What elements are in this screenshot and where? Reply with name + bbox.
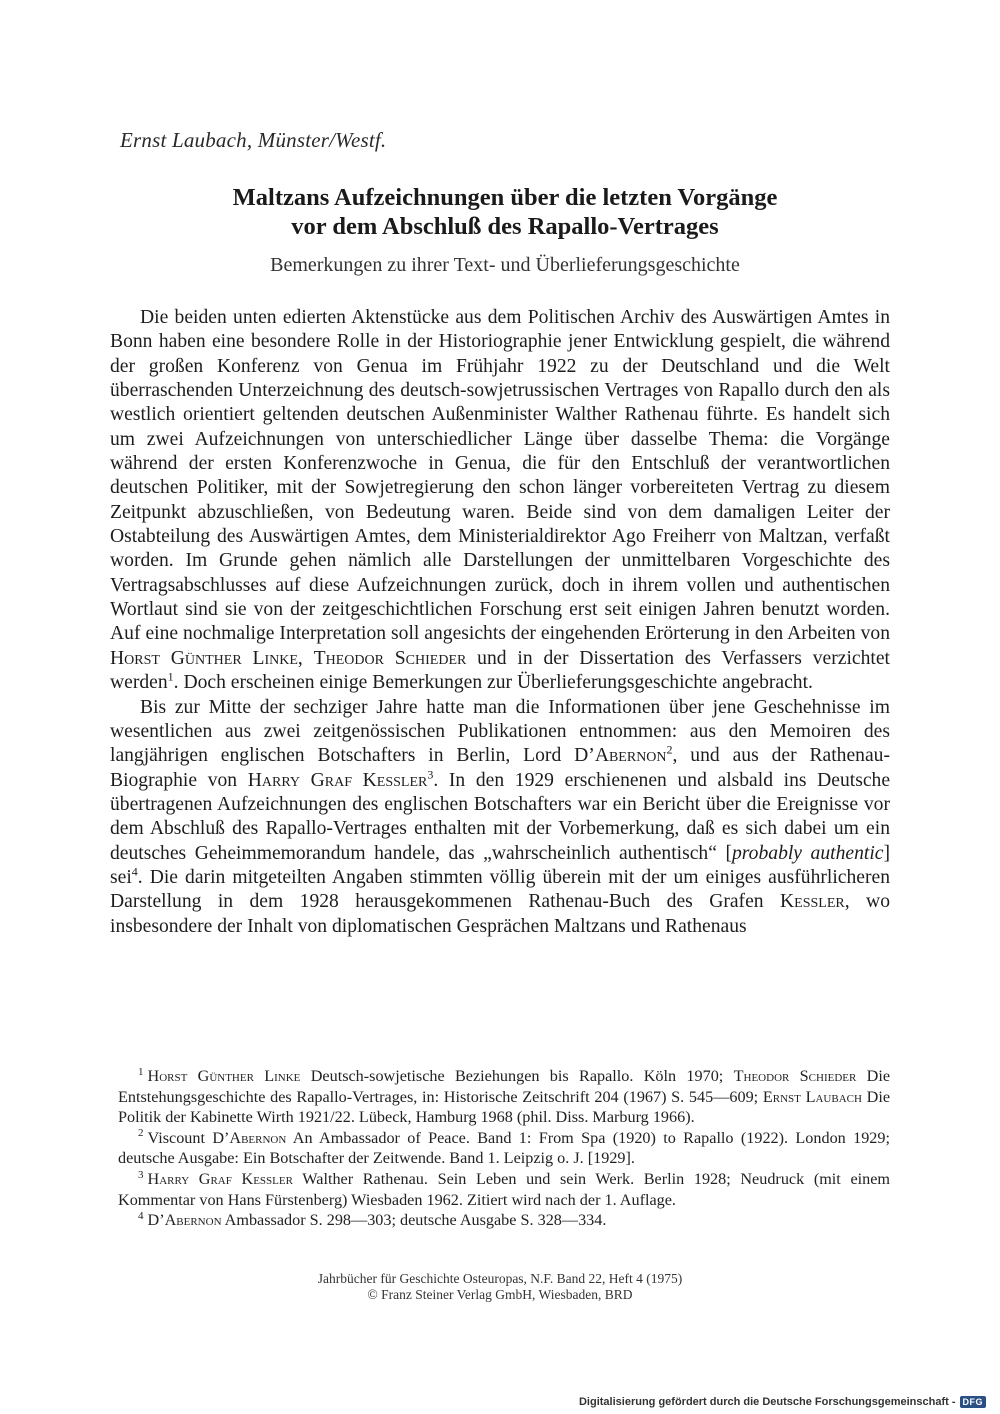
footnote-1: $^1$ Horst Günther Linke Deutsch-sowjetische Beziehungen bis Rapallo. Köln 1970; Theodor Schieder Die Entstehungsgeschichte des Rapallo-Vertrages, in: Historische Zeitschrift 204 (1967) S. 545—609; Ernst Laubach Die Politik der Kabinette Wirth 1921/22. Lübeck, Hamburg 1968 (phil. Diss. Marburg 1966). bbox=[118, 1065, 891, 1127]
footnotes bbox=[118, 1066, 890, 1231]
dfg-notice-text: Digitalisierung gefördert durch die Deutsche Forschungsgemeinschaft - bbox=[578, 1396, 956, 1408]
author-name-schieder: Theodor Schieder bbox=[313, 647, 467, 669]
dfg-logo-icon: DFG bbox=[960, 1396, 987, 1408]
footnote-ref-4: 4 bbox=[131, 864, 138, 879]
dfg-funding-notice bbox=[579, 1396, 986, 1408]
footnote-4: $^4$ D’Abernon Ambassador S. 298—303; deutsche Ausgabe S. 328—334. bbox=[138, 1209, 607, 1230]
footnote-ref-1: 1 bbox=[167, 669, 174, 684]
article-subtitle: Bemerkungen zu ihrer Text- und Überlieferungsgeschichte bbox=[270, 254, 740, 276]
italic-quote: probably authentic bbox=[731, 842, 884, 864]
paragraph-1: Die beiden unten edierten Aktenstücke aus dem Politischen Archiv des Auswärtigen Amtes in Bonn haben eine besondere Rolle in der Historiographie jener Entwicklung gespielt, die während der großen Konferenz von Genua im Frühjahr 1922 zu der Deutschland und die Welt überraschenden Unterzeichnung des deutsch-sowjetrussischen Vertrages von Rapallo durch den als westlich orientiert geltenden deutschen Außenminister Walther Rathenau führte. Es handelt sich um zwei Aufzeichnungen von unterschiedlicher Länge über dasselbe Thema: die Vorgänge während der ersten Konferenzwoche in Genua, die für den Entschluß der verantwortlichen deutschen Politiker, mit der Sowjetregierung den schon länger vorbereiteten Vertrag zu diesem Zeitpunkt abzuschließen, von Bedeutung waren. Beide sind von dem damaligen Leiter der Ostabteilung des Auswärtigen Amtes, dem Ministerialdirektor Ago Freiherr von Maltzan, verfaßt worden. Im Grunde gehen nämlich alle Darstellungen der unmittelbaren Vorgeschichte des Vertragsabschlusses auf diese Aufzeichnungen zurück, doch in ihrem vollen und authentischen Wortlaut sind sie von der zeitgeschichtlichen Forschung erst seit einigen Jahren benutzt worden. Auf eine nochmalige Interpretation soll angesichts der eingehenden Erörterung in den Arbeiten von Horst Günther Linke, Theodor Schieder und in der Dissertation des Verfassers verzichtet werden$^1$. Doch erscheinen einige Bemerkungen zur Überlieferungsgeschichte angebracht. bbox=[110, 307, 890, 694]
name-kessler-2: Kessler bbox=[780, 891, 845, 913]
footnote-ref-2: 2 bbox=[666, 742, 673, 757]
paragraph-2: Bis zur Mitte der sechziger Jahre hatte man die Informationen über jene Geschehnisse im wesentlichen aus zwei zeitgenössischen Publikationen entnommen: aus den Memoiren des langjährigen englischen Botschafters in Berlin, Lord D’Abernon$^2$, und aus der Rathenau-Biographie von Harry Graf Kessler$^3$. In den 1929 erschienenen und alsbald ins Deutsche übertragenen Aufzeichnungen des englischen Botschafters war ein Bericht über die Ereignisse vor dem Abschluß des Rapallo-Vertrages enthalten mit der Vorbemerkung, daß es sich dabei um ein deutsches Geheimmemorandum handele, das „wahrscheinlich authentisch“ [probably authentic] sei$^4$. Die darin mitgeteilten Angaben stimmten völlig überein mit der um einiges ausführlicheren Darstellung in dem 1928 herausgekommenen Rathenau-Buch des Grafen Kessler, wo insbesondere der Inhalt von diplomatischen Gesprächen Maltzans und Rathenaus bbox=[110, 696, 891, 937]
footnote-ref-3: 3 bbox=[427, 767, 434, 781]
publisher-footer-line: © Franz Steiner Verlag GmbH, Wiesbaden, BRD bbox=[367, 1287, 633, 1302]
author-name-linke: Horst Günther Linke bbox=[110, 647, 298, 669]
article-title-line-2: vor dem Abschluß des Rapallo-Vertrages bbox=[291, 213, 719, 240]
journal-footer-line: Jahrbücher für Geschichte Osteuropas, N.F. Band 22, Heft 4 (1975) bbox=[317, 1271, 683, 1286]
footnote-2: $^2$ Viscount D’Abernon An Ambassador of Peace. Band 1: From Spa (1920) to Rapallo (1922). London 1929; deutsche Ausgabe: Ein Botschafter der Zeitwende. Band 1. Leipzig o. J. [1929]. bbox=[118, 1127, 890, 1168]
name-abernon: Abernon bbox=[594, 745, 667, 767]
article-title-line-1: Maltzans Aufzeichnungen über die letzten Vorgänge bbox=[232, 184, 778, 211]
article-body bbox=[110, 306, 890, 939]
name-kessler: Harry Graf Kessler bbox=[247, 769, 428, 791]
footnote-3: $^3$ Harry Graf Kessler Walther Rathenau. Sein Leben und sein Werk. Berlin 1928; Neudruck (mit einem Kommentar von Hans Fürstenberg) Wiesbaden 1962. Zitiert wird nach der 1. Auflage. bbox=[118, 1168, 890, 1209]
author-line: Ernst Laubach, Münster/Westf. bbox=[120, 128, 387, 152]
